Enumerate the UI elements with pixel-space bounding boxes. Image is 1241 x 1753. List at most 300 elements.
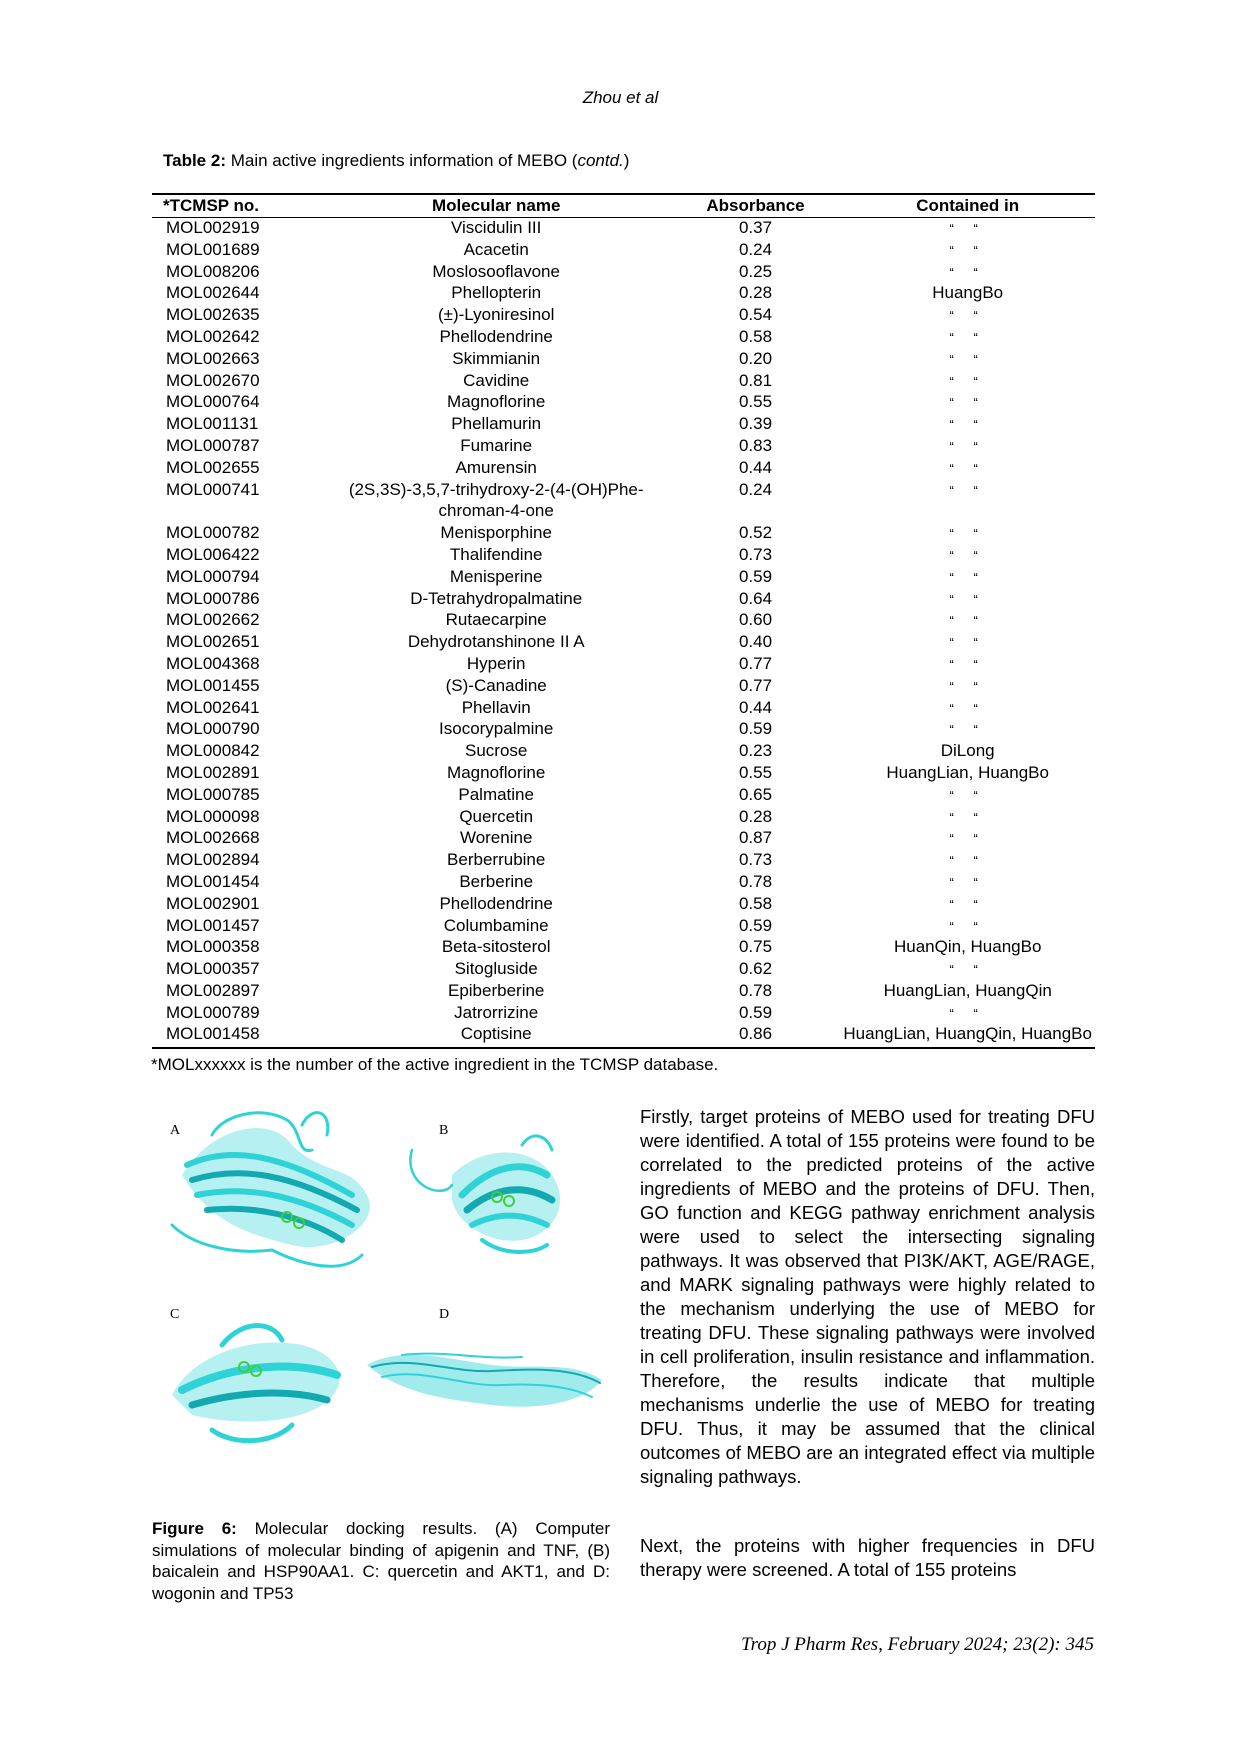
table-row bbox=[152, 348, 1095, 370]
column-header: Absorbance bbox=[706, 196, 805, 216]
absorbance-cell-text: 0.59 bbox=[738, 719, 773, 739]
molecular-name-cell bbox=[322, 457, 671, 479]
contained-in-cell-text: “ “ bbox=[949, 962, 986, 978]
contained-in-cell-text: “ “ bbox=[949, 831, 986, 847]
tcmsp-id-cell bbox=[152, 588, 322, 610]
tcmsp-id-cell-text: MOL001131 bbox=[166, 414, 259, 434]
table-row bbox=[152, 239, 1095, 261]
tcmsp-id-cell-text: MOL002894 bbox=[166, 850, 260, 870]
molecular-name-cell-text: Phellavin bbox=[461, 697, 531, 717]
absorbance-cell-text: 0.86 bbox=[738, 1024, 773, 1044]
table-row bbox=[152, 413, 1095, 435]
absorbance-cell-text: 0.65 bbox=[738, 784, 773, 804]
absorbance-cell bbox=[671, 522, 841, 544]
absorbance-cell bbox=[671, 457, 841, 479]
ingredients-table bbox=[152, 195, 1095, 1045]
body-paragraph-2: Next, the proteins with higher frequencies in DFU therapy were screened. A total of 155 proteins bbox=[640, 1535, 1095, 1580]
column-header: Contained in bbox=[916, 196, 1020, 216]
absorbance-cell bbox=[671, 784, 841, 806]
molecular-name-cell-text: Magnoflorine bbox=[447, 392, 546, 412]
absorbance-cell-text: 0.75 bbox=[738, 937, 773, 957]
absorbance-cell-text: 0.39 bbox=[738, 414, 773, 434]
absorbance-cell-text: 0.59 bbox=[738, 1002, 773, 1022]
tcmsp-id-cell bbox=[152, 391, 322, 413]
contained-in-cell-text: “ “ bbox=[949, 787, 986, 803]
contained-in-cell bbox=[840, 653, 1095, 675]
absorbance-cell-text: 0.20 bbox=[738, 348, 773, 368]
tcmsp-id-cell-text: MOL000358 bbox=[166, 937, 260, 957]
table-row bbox=[152, 304, 1095, 326]
contained-in-cell bbox=[840, 849, 1095, 871]
panel-d-protein-image bbox=[367, 1354, 602, 1407]
molecular-name-cell bbox=[322, 631, 671, 653]
tcmsp-id-cell bbox=[152, 871, 322, 893]
absorbance-cell-text: 0.40 bbox=[738, 632, 773, 652]
table-row bbox=[152, 958, 1095, 980]
tcmsp-id-cell bbox=[152, 718, 322, 740]
absorbance-cell bbox=[671, 391, 841, 413]
contained-in-cell-text: “ “ bbox=[949, 809, 986, 825]
tcmsp-id-cell-text: MOL002891 bbox=[166, 762, 260, 782]
contained-in-cell bbox=[840, 391, 1095, 413]
table-row bbox=[152, 1002, 1095, 1024]
table-caption bbox=[163, 151, 629, 171]
tcmsp-id-cell-text: MOL002670 bbox=[166, 370, 260, 390]
contained-in-cell bbox=[840, 370, 1095, 392]
page-footer-citation: Trop J Pharm Res, February 2024; 23(2): 345 bbox=[741, 1634, 1094, 1655]
table-row bbox=[152, 1023, 1095, 1045]
tcmsp-id-cell-text: MOL002663 bbox=[166, 348, 260, 368]
contained-in-cell bbox=[840, 980, 1095, 1002]
absorbance-cell bbox=[671, 915, 841, 937]
contained-in-cell-text: “ “ bbox=[949, 918, 986, 934]
table-row bbox=[152, 718, 1095, 740]
contained-in-cell bbox=[840, 609, 1095, 631]
table-row bbox=[152, 849, 1095, 871]
tcmsp-id-cell-text: MOL001689 bbox=[166, 239, 260, 259]
molecular-name-cell-text: Magnoflorine bbox=[447, 762, 546, 782]
molecular-name-cell bbox=[322, 609, 671, 631]
table-row bbox=[152, 631, 1095, 653]
absorbance-cell-text: 0.81 bbox=[738, 370, 773, 390]
molecular-name-cell bbox=[322, 827, 671, 849]
molecular-name-cell-text: Rutaecarpine bbox=[445, 610, 547, 630]
tcmsp-id-cell-text: MOL000786 bbox=[166, 588, 260, 608]
tcmsp-id-cell bbox=[152, 631, 322, 653]
contained-in-cell bbox=[840, 1023, 1095, 1045]
absorbance-cell-text: 0.37 bbox=[738, 218, 773, 237]
absorbance-cell-text: 0.44 bbox=[738, 697, 773, 717]
molecular-name-cell-text: Isocorypalmine bbox=[439, 719, 554, 739]
contained-in-cell bbox=[840, 479, 1095, 523]
contained-in-cell-text: “ “ bbox=[949, 635, 986, 651]
table-bottom-rule bbox=[152, 1047, 1095, 1049]
absorbance-cell bbox=[671, 631, 841, 653]
body-paragraph-1: Firstly, target proteins of MEBO used for treating DFU were identified. A total of 155 proteins were found to be correlated to the predicted proteins of the active ingredients of MEBO and the proteins of DFU. Then, GO function and KEGG pathway enrichment analysis were used to select the intersecting signaling pathways. It was observed that PI3K/AKT, AGE/RAGE, and MARK signaling pathways were highly related to the mechanism underlying the use of MEBO for treating DFU. These signaling pathways were involved in cell proliferation, insulin resistance and inflammation. Therefore, the results indicate that multiple mechanisms underlie the use of MEBO for treating DFU. Thus, it may be assumed that the clinical outcomes of MEBO are an integrated effect via multiple signaling pathways. bbox=[640, 1106, 1095, 1487]
contained-in-cell-text: “ “ bbox=[949, 373, 986, 389]
absorbance-cell-text: 0.62 bbox=[738, 959, 773, 979]
absorbance-cell bbox=[671, 871, 841, 893]
tcmsp-id-cell-text: MOL000794 bbox=[166, 566, 260, 586]
tcmsp-id-cell bbox=[152, 915, 322, 937]
tcmsp-id-cell-text: MOL001455 bbox=[166, 675, 260, 695]
tcmsp-id-cell-text: MOL000741 bbox=[166, 479, 260, 499]
contained-in-cell bbox=[840, 217, 1095, 239]
contained-in-cell bbox=[840, 740, 1095, 762]
table-row bbox=[152, 871, 1095, 893]
molecular-name-cell-text: Palmatine bbox=[458, 784, 534, 804]
running-head: Zhou et al bbox=[582, 88, 659, 107]
absorbance-cell-text: 0.77 bbox=[738, 675, 773, 695]
contained-in-cell-text: “ “ bbox=[949, 395, 986, 411]
contained-in-cell-text: “ “ bbox=[949, 526, 986, 542]
contained-in-cell bbox=[840, 697, 1095, 719]
molecular-name-cell-text: Acacetin bbox=[463, 239, 529, 259]
tcmsp-id-cell-text: MOL002644 bbox=[166, 283, 260, 303]
figure-caption bbox=[152, 1518, 610, 1604]
molecular-name-cell-text: Coptisine bbox=[460, 1024, 532, 1044]
molecular-name-cell-text: Phellodendrine bbox=[439, 326, 553, 346]
molecular-name-cell bbox=[322, 326, 671, 348]
tcmsp-id-cell-text: MOL000785 bbox=[166, 784, 260, 804]
absorbance-cell bbox=[671, 958, 841, 980]
tcmsp-id-cell-text: MOL000790 bbox=[166, 719, 260, 739]
molecular-name-cell-text: Columbamine bbox=[443, 915, 549, 935]
contained-in-cell-text: “ “ bbox=[949, 613, 986, 629]
absorbance-cell bbox=[671, 544, 841, 566]
contained-in-cell-text: HuangBo bbox=[932, 283, 1004, 303]
contained-in-cell-text: “ “ bbox=[949, 242, 986, 258]
table-footnote: *MOLxxxxxx is the number of the active ingredient in the TCMSP database. bbox=[151, 1055, 719, 1074]
contained-in-cell bbox=[840, 326, 1095, 348]
tcmsp-id-cell-text: MOL002662 bbox=[166, 610, 260, 630]
absorbance-cell bbox=[671, 413, 841, 435]
table-row bbox=[152, 370, 1095, 392]
tcmsp-id-cell bbox=[152, 413, 322, 435]
molecular-name-cell bbox=[322, 1023, 671, 1045]
tcmsp-id-cell-text: MOL006422 bbox=[166, 544, 260, 564]
tcmsp-id-cell bbox=[152, 762, 322, 784]
table-row bbox=[152, 588, 1095, 610]
absorbance-cell bbox=[671, 282, 841, 304]
molecular-name-cell bbox=[322, 893, 671, 915]
contained-in-cell-text: “ “ bbox=[949, 853, 986, 869]
contained-in-cell-text: “ “ bbox=[949, 308, 986, 324]
molecular-name-cell-text: (±)-Lyoniresinol bbox=[437, 305, 555, 325]
table-row bbox=[152, 282, 1095, 304]
tcmsp-id-cell bbox=[152, 936, 322, 958]
absorbance-cell bbox=[671, 348, 841, 370]
molecular-name-cell bbox=[322, 740, 671, 762]
absorbance-cell-text: 0.83 bbox=[738, 435, 773, 455]
absorbance-cell-text: 0.78 bbox=[738, 980, 773, 1000]
tcmsp-id-cell-text: MOL002897 bbox=[166, 980, 260, 1000]
panel-label-b: B bbox=[439, 1123, 449, 1138]
tcmsp-id-cell bbox=[152, 893, 322, 915]
absorbance-cell bbox=[671, 609, 841, 631]
molecular-name-cell bbox=[322, 849, 671, 871]
absorbance-cell-text: 0.28 bbox=[738, 283, 773, 303]
table-row bbox=[152, 609, 1095, 631]
absorbance-cell-text: 0.54 bbox=[738, 305, 773, 325]
contained-in-cell bbox=[840, 936, 1095, 958]
molecular-name-cell bbox=[322, 544, 671, 566]
tcmsp-id-cell-text: MOL000782 bbox=[166, 523, 260, 543]
molecular-name-cell-text: Fumarine bbox=[460, 435, 533, 455]
tcmsp-id-cell bbox=[152, 304, 322, 326]
tcmsp-id-cell bbox=[152, 827, 322, 849]
molecular-name-cell-text: Skimmianin bbox=[452, 348, 541, 368]
tcmsp-id-cell-text: MOL000787 bbox=[166, 435, 260, 455]
molecular-name-cell-text: Quercetin bbox=[459, 806, 534, 826]
contained-in-cell bbox=[840, 282, 1095, 304]
absorbance-cell bbox=[671, 1002, 841, 1024]
molecular-name-cell-text: Beta-sitosterol bbox=[441, 937, 551, 957]
table-row bbox=[152, 980, 1095, 1002]
molecular-name-cell-text: Menisperine bbox=[449, 566, 543, 586]
molecular-name-cell-text: Sitogluside bbox=[454, 959, 538, 979]
absorbance-cell bbox=[671, 697, 841, 719]
contained-in-cell-text: HuangLian, HuangQin bbox=[883, 980, 1052, 1000]
absorbance-cell bbox=[671, 479, 841, 523]
absorbance-cell bbox=[671, 675, 841, 697]
panel-a-protein-image bbox=[172, 1113, 370, 1267]
contained-in-cell bbox=[840, 304, 1095, 326]
molecular-name-cell bbox=[322, 980, 671, 1002]
molecular-name-cell-text: D-Tetrahydropalmatine bbox=[410, 588, 583, 608]
contained-in-cell-text: “ “ bbox=[949, 678, 986, 694]
absorbance-cell bbox=[671, 980, 841, 1002]
tcmsp-id-cell bbox=[152, 740, 322, 762]
figure-caption-text: Molecular docking results. (A) Computer simulations of molecular binding of apigenin and TNF, (B) baicalein and HSP90AA1. C: quercetin and AKT1, and D: wogonin and TP53 bbox=[152, 1519, 610, 1603]
contained-in-cell bbox=[840, 522, 1095, 544]
absorbance-cell-text: 0.87 bbox=[738, 828, 773, 848]
table-row bbox=[152, 479, 1095, 523]
table-row bbox=[152, 457, 1095, 479]
contained-in-cell-text: “ “ bbox=[949, 569, 986, 585]
contained-in-cell-text: “ “ bbox=[949, 874, 986, 890]
molecular-name-cell bbox=[322, 762, 671, 784]
contained-in-cell bbox=[840, 718, 1095, 740]
contained-in-cell-text: “ “ bbox=[949, 438, 986, 454]
contained-in-cell-text: HuanQin, HuangBo bbox=[893, 937, 1042, 957]
molecular-name-cell bbox=[322, 588, 671, 610]
molecular-name-cell bbox=[322, 784, 671, 806]
contained-in-cell-text: DiLong bbox=[940, 741, 995, 761]
tcmsp-id-cell-text: MOL000842 bbox=[166, 741, 260, 761]
molecular-name-cell bbox=[322, 915, 671, 937]
absorbance-cell bbox=[671, 849, 841, 871]
contained-in-cell bbox=[840, 1002, 1095, 1024]
molecular-name-cell bbox=[322, 806, 671, 828]
table-caption-text: Main active ingredients information of MEBO ( bbox=[225, 151, 578, 170]
tcmsp-id-cell-text: MOL002901 bbox=[166, 893, 260, 913]
molecular-name-cell-text: Thalifendine bbox=[449, 544, 543, 564]
absorbance-cell bbox=[671, 653, 841, 675]
molecular-name-cell-text: Worenine bbox=[459, 828, 533, 848]
tcmsp-id-cell bbox=[152, 239, 322, 261]
table-row bbox=[152, 566, 1095, 588]
absorbance-cell bbox=[671, 239, 841, 261]
molecular-name-cell-text: Berberrubine bbox=[447, 850, 546, 870]
table-header-row bbox=[152, 195, 1095, 217]
contained-in-cell-text: “ “ bbox=[949, 221, 986, 236]
tcmsp-id-cell-text: MOL001457 bbox=[166, 915, 260, 935]
absorbance-cell-text: 0.55 bbox=[738, 392, 773, 412]
table-caption-label: Table 2: bbox=[163, 151, 226, 170]
contained-in-cell-text: HuangLian, HuangQin, HuangBo bbox=[843, 1024, 1092, 1044]
absorbance-cell bbox=[671, 435, 841, 457]
molecular-name-cell-text: Dehydrotanshinone II A bbox=[407, 632, 585, 652]
tcmsp-id-cell bbox=[152, 479, 322, 523]
tcmsp-id-cell-text: MOL002635 bbox=[166, 305, 260, 325]
contained-in-cell-text: “ “ bbox=[949, 482, 986, 498]
tcmsp-id-cell bbox=[152, 958, 322, 980]
tcmsp-id-cell bbox=[152, 282, 322, 304]
absorbance-cell-text: 0.24 bbox=[738, 479, 773, 499]
contained-in-cell bbox=[840, 435, 1095, 457]
absorbance-cell-text: 0.73 bbox=[738, 544, 773, 564]
absorbance-cell-text: 0.28 bbox=[738, 806, 773, 826]
contained-in-cell bbox=[840, 566, 1095, 588]
docking-images bbox=[152, 1105, 622, 1505]
molecular-name-cell-text: Jatrorrizine bbox=[454, 1002, 539, 1022]
tcmsp-id-cell bbox=[152, 544, 322, 566]
absorbance-cell bbox=[671, 304, 841, 326]
molecular-name-cell bbox=[322, 1002, 671, 1024]
tcmsp-id-cell bbox=[152, 1023, 322, 1045]
table-row bbox=[152, 740, 1095, 762]
molecular-name-cell bbox=[322, 675, 671, 697]
molecular-name-cell bbox=[322, 239, 671, 261]
tcmsp-id-cell bbox=[152, 784, 322, 806]
absorbance-cell bbox=[671, 566, 841, 588]
table-row bbox=[152, 653, 1095, 675]
absorbance-cell bbox=[671, 370, 841, 392]
contained-in-cell bbox=[840, 893, 1095, 915]
table-row bbox=[152, 435, 1095, 457]
absorbance-cell-text: 0.64 bbox=[738, 588, 773, 608]
tcmsp-id-cell bbox=[152, 849, 322, 871]
tcmsp-id-cell bbox=[152, 609, 322, 631]
molecular-name-cell-text: Viscidulin III bbox=[450, 218, 542, 237]
contained-in-cell-text: “ “ bbox=[949, 264, 986, 280]
tcmsp-id-cell-text: MOL002655 bbox=[166, 457, 260, 477]
molecular-name-cell bbox=[322, 479, 671, 523]
molecular-name-cell bbox=[322, 958, 671, 980]
molecular-name-cell bbox=[322, 348, 671, 370]
contained-in-cell bbox=[840, 544, 1095, 566]
molecular-name-cell-text: Amurensin bbox=[455, 457, 537, 477]
contained-in-cell bbox=[840, 675, 1095, 697]
absorbance-cell-text: 0.58 bbox=[738, 893, 773, 913]
absorbance-cell bbox=[671, 217, 841, 239]
contained-in-cell-text: “ “ bbox=[949, 896, 986, 912]
panel-b-protein-image bbox=[410, 1136, 560, 1252]
absorbance-cell bbox=[671, 326, 841, 348]
table-row bbox=[152, 522, 1095, 544]
molecular-name-cell bbox=[322, 718, 671, 740]
molecular-name-cell-text: Epiberberine bbox=[447, 980, 545, 1000]
table-row bbox=[152, 762, 1095, 784]
contained-in-cell bbox=[840, 806, 1095, 828]
molecular-name-cell-text: Moslosooflavone bbox=[432, 261, 560, 281]
contained-in-cell bbox=[840, 915, 1095, 937]
contained-in-cell-text: “ “ bbox=[949, 351, 986, 367]
contained-in-cell bbox=[840, 457, 1095, 479]
table-row bbox=[152, 936, 1095, 958]
absorbance-cell-text: 0.78 bbox=[738, 871, 773, 891]
absorbance-cell-text: 0.73 bbox=[738, 850, 773, 870]
tcmsp-id-cell-text: MOL000789 bbox=[166, 1002, 260, 1022]
tcmsp-id-cell bbox=[152, 348, 322, 370]
table-row bbox=[152, 806, 1095, 828]
tcmsp-id-cell bbox=[152, 522, 322, 544]
molecular-name-cell bbox=[322, 435, 671, 457]
tcmsp-id-cell-text: MOL000098 bbox=[166, 806, 260, 826]
tcmsp-id-cell-text: MOL000357 bbox=[166, 959, 260, 979]
contained-in-cell bbox=[840, 762, 1095, 784]
absorbance-cell bbox=[671, 588, 841, 610]
table-row bbox=[152, 675, 1095, 697]
molecular-name-cell-text: Sucrose bbox=[465, 741, 528, 761]
tcmsp-id-cell-text: MOL002641 bbox=[166, 697, 260, 717]
molecular-name-cell bbox=[322, 566, 671, 588]
tcmsp-id-cell bbox=[152, 566, 322, 588]
contained-in-cell bbox=[840, 239, 1095, 261]
tcmsp-id-cell bbox=[152, 261, 322, 283]
contained-in-cell-text: “ “ bbox=[949, 1005, 986, 1021]
molecular-name-cell bbox=[322, 522, 671, 544]
absorbance-cell-text: 0.60 bbox=[738, 610, 773, 630]
tcmsp-id-cell bbox=[152, 806, 322, 828]
molecular-name-cell bbox=[322, 282, 671, 304]
contained-in-cell-text: “ “ bbox=[949, 722, 986, 738]
molecular-name-cell bbox=[322, 653, 671, 675]
contained-in-cell-text: “ “ bbox=[949, 417, 986, 433]
absorbance-cell bbox=[671, 827, 841, 849]
molecular-name-cell bbox=[322, 413, 671, 435]
table-body bbox=[152, 217, 1095, 1045]
absorbance-cell-text: 0.25 bbox=[738, 261, 773, 281]
tcmsp-id-cell bbox=[152, 1002, 322, 1024]
column-header: Molecular name bbox=[431, 196, 561, 216]
molecular-name-cell bbox=[322, 370, 671, 392]
absorbance-cell bbox=[671, 936, 841, 958]
tcmsp-id-cell-text: MOL001458 bbox=[166, 1024, 260, 1044]
absorbance-cell-text: 0.58 bbox=[738, 326, 773, 346]
column-header: *TCMSP no. bbox=[163, 196, 260, 216]
molecular-name-cell-text: Berberine bbox=[459, 871, 534, 891]
table-row bbox=[152, 915, 1095, 937]
absorbance-cell-text: 0.55 bbox=[738, 762, 773, 782]
tcmsp-id-cell bbox=[152, 980, 322, 1002]
contained-in-cell bbox=[840, 261, 1095, 283]
molecular-name-cell-text: Menisporphine bbox=[440, 523, 552, 543]
molecular-name-cell-text: Phellopterin bbox=[451, 283, 542, 303]
tcmsp-id-cell bbox=[152, 697, 322, 719]
molecular-name-cell-text: Hyperin bbox=[466, 653, 526, 673]
absorbance-cell-text: 0.24 bbox=[738, 239, 773, 259]
molecular-name-cell bbox=[322, 936, 671, 958]
contained-in-cell-text: “ “ bbox=[949, 329, 986, 345]
absorbance-cell bbox=[671, 1023, 841, 1045]
contained-in-cell-text: “ “ bbox=[949, 547, 986, 563]
molecular-name-cell-text: (2S,3S)-3,5,7-trihydroxy-2-(4-(OH)Phe-chroman-4-one bbox=[348, 479, 644, 521]
tcmsp-id-cell bbox=[152, 435, 322, 457]
contained-in-cell-text: “ “ bbox=[949, 591, 986, 607]
absorbance-cell bbox=[671, 762, 841, 784]
